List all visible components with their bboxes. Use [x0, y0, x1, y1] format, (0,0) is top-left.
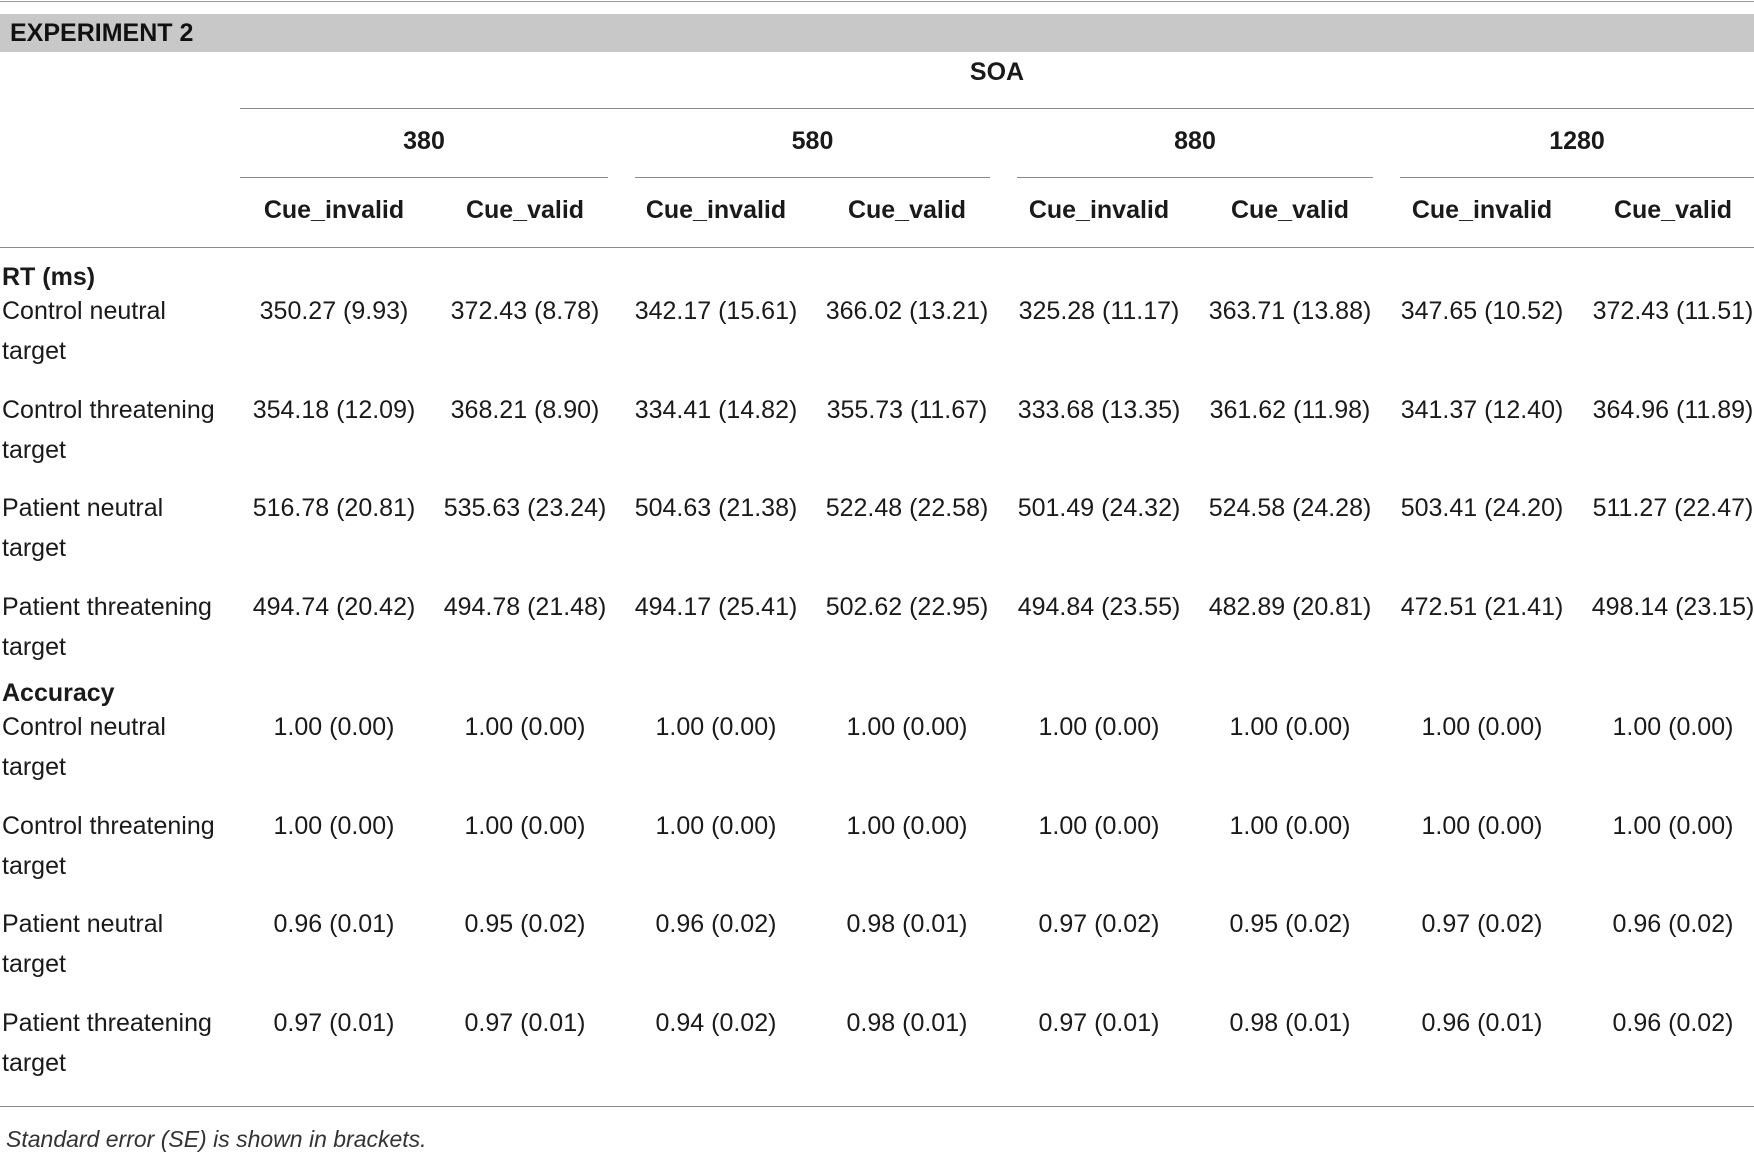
table-cell: 511.27 (22.47)	[1592, 494, 1754, 522]
table-cell: 504.63 (21.38)	[634, 494, 798, 522]
table-cell: 334.41 (14.82)	[634, 395, 798, 424]
experiment-title: EXPERIMENT 2	[10, 19, 194, 47]
table-cell: 494.84 (23.55)	[1017, 592, 1181, 621]
table-cell: 501.49 (24.32)	[1017, 494, 1181, 522]
table-cell: 333.68 (13.35)	[1017, 395, 1181, 424]
row-label: Patient threatening target	[2, 592, 212, 661]
row-label: Control threatening target	[2, 395, 215, 464]
column-header: Cue_valid	[465, 196, 585, 224]
table-cell: 341.37 (12.40)	[1400, 395, 1564, 424]
table-cell: 494.78 (21.48)	[443, 592, 607, 621]
footnote: Standard error (SE) is shown in brackets.	[6, 1126, 427, 1152]
table-cell: 0.96 (0.01)	[1421, 1008, 1543, 1037]
column-header: Cue_valid	[1230, 196, 1350, 224]
table-cell: 0.97 (0.01)	[464, 1008, 586, 1037]
table-cell: 1.00 (0.00)	[1038, 713, 1160, 741]
column-header: Cue_invalid	[1028, 196, 1170, 224]
soa-rule	[240, 108, 1754, 109]
table-cell: 0.97 (0.02)	[1038, 910, 1160, 938]
table-cell: 347.65 (10.52)	[1400, 297, 1564, 325]
column-header: Cue_valid	[1613, 196, 1733, 224]
table-cell: 1.00 (0.00)	[1421, 713, 1543, 741]
table-cell: 363.71 (13.88)	[1208, 297, 1372, 325]
soa-level-580: 580	[791, 127, 834, 155]
table-cell: 535.63 (23.24)	[443, 494, 607, 522]
table-cell: 366.02 (13.21)	[825, 297, 989, 325]
row-label: Patient neutral target	[2, 910, 164, 978]
table-cell: 1.00 (0.00)	[1229, 713, 1351, 741]
table-cell: 1.00 (0.00)	[464, 713, 586, 741]
table-cell: 0.98 (0.01)	[846, 1008, 968, 1037]
row-label: Patient threatening target	[2, 1008, 212, 1077]
table-cell: 0.97 (0.01)	[1038, 1008, 1160, 1037]
table-cell: 350.27 (9.93)	[259, 297, 409, 325]
table-cell: 522.48 (22.58)	[825, 494, 989, 522]
table-cell: 1.00 (0.00)	[1612, 713, 1734, 741]
experiment-header-band	[0, 14, 1754, 52]
soa-level-rule	[1017, 177, 1373, 178]
table-cell: 1.00 (0.00)	[846, 811, 968, 840]
soa-level-380: 380	[403, 127, 445, 155]
column-header: Cue_invalid	[263, 196, 405, 224]
table-cell: 0.95 (0.02)	[1229, 910, 1351, 938]
table-cell: 1.00 (0.00)	[655, 713, 777, 741]
table-cell: 0.96 (0.01)	[273, 910, 395, 938]
table-cell: 0.98 (0.01)	[1229, 1008, 1351, 1037]
table-cell: 1.00 (0.00)	[273, 713, 395, 741]
table-cell: 524.58 (24.28)	[1208, 494, 1372, 522]
table-cell: 372.43 (11.51)	[1592, 297, 1754, 325]
table-cell: 498.14 (23.15)	[1591, 592, 1754, 621]
row-label: Patient neutral target	[2, 494, 164, 562]
table-cell: 1.00 (0.00)	[1421, 811, 1543, 840]
soa-level-880: 880	[1174, 127, 1216, 155]
column-header: Cue_invalid	[1411, 196, 1553, 224]
table-cell: 1.00 (0.00)	[1038, 811, 1160, 840]
table-cell: 355.73 (11.67)	[826, 395, 988, 424]
table-cell: 1.00 (0.00)	[273, 811, 395, 840]
table-cell: 372.43 (8.78)	[450, 297, 600, 325]
table-cell: 503.41 (24.20)	[1400, 494, 1564, 522]
table-cell: 0.96 (0.02)	[1612, 910, 1734, 938]
table-cell: 325.28 (11.17)	[1018, 297, 1180, 325]
soa-level-rule	[635, 177, 990, 178]
table-cell: 354.18 (12.09)	[252, 395, 416, 424]
table-cell: 1.00 (0.00)	[1229, 811, 1351, 840]
row-label: Control neutral target	[2, 713, 166, 781]
table-cell: 502.62 (22.95)	[825, 592, 989, 621]
table-cell: 1.00 (0.00)	[846, 713, 968, 741]
table-cell: 0.94 (0.02)	[655, 1008, 777, 1037]
table-cell: 361.62 (11.98)	[1209, 395, 1371, 424]
table-cell: 0.97 (0.01)	[273, 1008, 395, 1037]
table-cell: 516.78 (20.81)	[252, 494, 416, 522]
table-cell: 494.17 (25.41)	[634, 592, 798, 621]
top-rule	[0, 1, 1754, 2]
table-cell: 0.97 (0.02)	[1421, 910, 1543, 938]
table-cell: 342.17 (15.61)	[634, 297, 798, 325]
column-header: Cue_invalid	[645, 196, 787, 224]
header-bottom-rule	[0, 247, 1754, 248]
table-cell: 494.74 (20.42)	[252, 592, 416, 621]
soa-header: SOA	[969, 58, 1025, 86]
section-heading: RT (ms)	[2, 263, 96, 291]
table-cell: 0.96 (0.02)	[1612, 1008, 1734, 1037]
table-cell: 0.98 (0.01)	[846, 910, 968, 938]
table-cell: 1.00 (0.00)	[464, 811, 586, 840]
table-cell: 1.00 (0.00)	[655, 811, 777, 840]
table-cell: 0.95 (0.02)	[464, 910, 586, 938]
table-cell: 364.96 (11.89)	[1592, 395, 1754, 424]
row-label: Control threatening target	[2, 811, 215, 880]
column-header: Cue_valid	[847, 196, 967, 224]
soa-level-rule	[1400, 177, 1754, 178]
table-bottom-rule	[0, 1106, 1754, 1107]
soa-level-rule	[240, 177, 608, 178]
table-cell: 368.21 (8.90)	[450, 395, 600, 424]
soa-level-1280: 1280	[1549, 127, 1605, 155]
section-heading: Accuracy	[2, 679, 115, 707]
table-cell: 1.00 (0.00)	[1612, 811, 1734, 840]
table-cell: 472.51 (21.41)	[1400, 592, 1564, 621]
table-cell: 0.96 (0.02)	[655, 910, 777, 938]
table-cell: 482.89 (20.81)	[1208, 592, 1372, 621]
row-label: Control neutral target	[2, 297, 166, 365]
